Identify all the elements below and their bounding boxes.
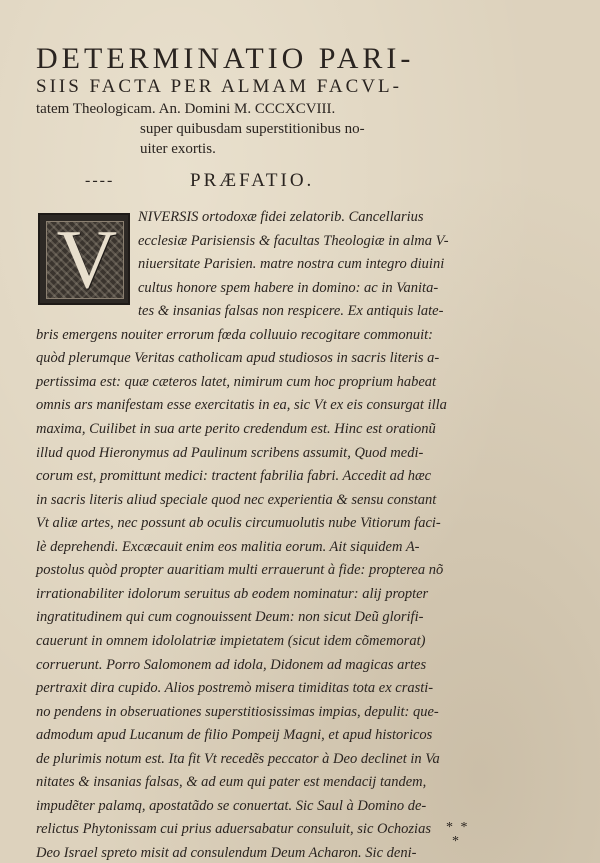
body-line: relictus Phytonissam cui prius aduersabatur consuluit, sic Ochozias <box>36 821 431 838</box>
body-line: pertissima est: quæ cæteros latet, nimirum cum hoc proprium habeat <box>36 373 437 390</box>
preface-dashes: ---- <box>85 172 115 189</box>
title-line-5: uiter exortis. <box>140 141 216 157</box>
body-line: admodum apud Lucanum de filio Pompeij Magni, et apud historicos <box>36 727 433 744</box>
initial-ornament <box>46 213 124 306</box>
body-line: NIVERSIS ortodoxæ fidei zelatorib. Cancellarius <box>138 209 424 225</box>
preface-heading-row <box>0 170 600 194</box>
body-line: impudẽter palamq, apostatãdo se conuertat. Sic Saul à Domino de- <box>36 797 427 814</box>
body-line: pertraxit dira cupido. Alios postremò misera timiditas tota ex crasti- <box>36 680 434 696</box>
title-line-3: tatem Theologicam. An. Domini M. CCCXCVIII. <box>36 101 336 117</box>
body-line: lè deprehendi. Excæcauit enim eos malitia eorum. Ait siquidem A- <box>36 538 420 555</box>
body-line: niuersitate Parisien. matre nostra cum integro diuini <box>138 256 445 273</box>
body-line: de plurimis notum est. Ita fit Vt recedẽs peccator à Deo declinet in Va <box>36 750 440 767</box>
initial-letter: V <box>56 213 118 306</box>
body-line: Vt aliæ artes, nec possunt ab oculis circumuolutis nube Vitiorum faci- <box>36 515 441 532</box>
title-line-2: SIIS FACTA PER ALMAM FACVL- <box>36 76 402 97</box>
preface-heading: PRÆFATIO. <box>190 170 315 191</box>
body-line: postolus quòd propter auaritiam multi errauerunt à fide: propterea nõ <box>36 562 444 579</box>
body-line: illud quod Hieronymus ad Paulinum scribens assumit, Quod medi- <box>36 444 424 461</box>
body-line: maxima, Cuilibet in sua arte perito credendum est. Hinc est orationũ <box>36 421 436 437</box>
title-block <box>36 44 576 159</box>
title-line-1: DETERMINATIO PARI- <box>36 42 415 75</box>
signature-mark: * * <box>446 820 470 835</box>
body-line: bris emergens nouiter errorum fœda colluuio recogitare commonuit: <box>36 326 433 343</box>
body-line: ingratitudinem qui cum cognouissent Deum: non sicut Deũ glorifi- <box>36 609 424 626</box>
body-line: irrationabiliter idolorum seruitus ab eodem nominatur: alij propter <box>36 585 429 602</box>
body-line: Deo Israel spreto misit ad consulendum Deum Acharon. Sic deni- <box>36 844 417 861</box>
body-line: omnis ars manifestam esse exercitatis in ea, sic Vt ex eis consurgat illa <box>36 397 447 414</box>
body-line: corruerunt. Porro Salomonem ad idola, Didonem ad magicas artes <box>36 656 427 673</box>
body-line: nitates & insanias falsas, & ad eum qui pater est mendacij tandem, <box>36 774 427 791</box>
body-line: quòd plerumque Veritas catholicam apud studiosos in sacris literis a- <box>36 350 440 367</box>
title-line-4: super quibusdam superstitionibus no- <box>140 121 365 137</box>
body-line: tes & insanias falsas non respicere. Ex antiquis late- <box>138 303 444 320</box>
body-line: no pendens in obseruationes superstitiosissimas impias, depulit: que- <box>36 703 439 720</box>
body-line: ecclesiæ Parisiensis & facultas Theologiæ in alma V- <box>138 232 449 249</box>
body-line: cauerunt in omnem idololatriæ impietatem (sicut idem cõmemorat) <box>36 632 426 649</box>
decorated-initial-v <box>38 213 130 305</box>
signature-mark-2: * <box>452 834 459 849</box>
body-line: cultus honore spem habere in domino: ac in Vanita- <box>138 279 439 296</box>
body-line: corum est, promittunt medici: tractent fabrilia fabri. Accedit ad hæc <box>36 468 432 485</box>
body-line: in sacris literis aliud speciale quod nec experientia & sensu constant <box>36 491 437 508</box>
